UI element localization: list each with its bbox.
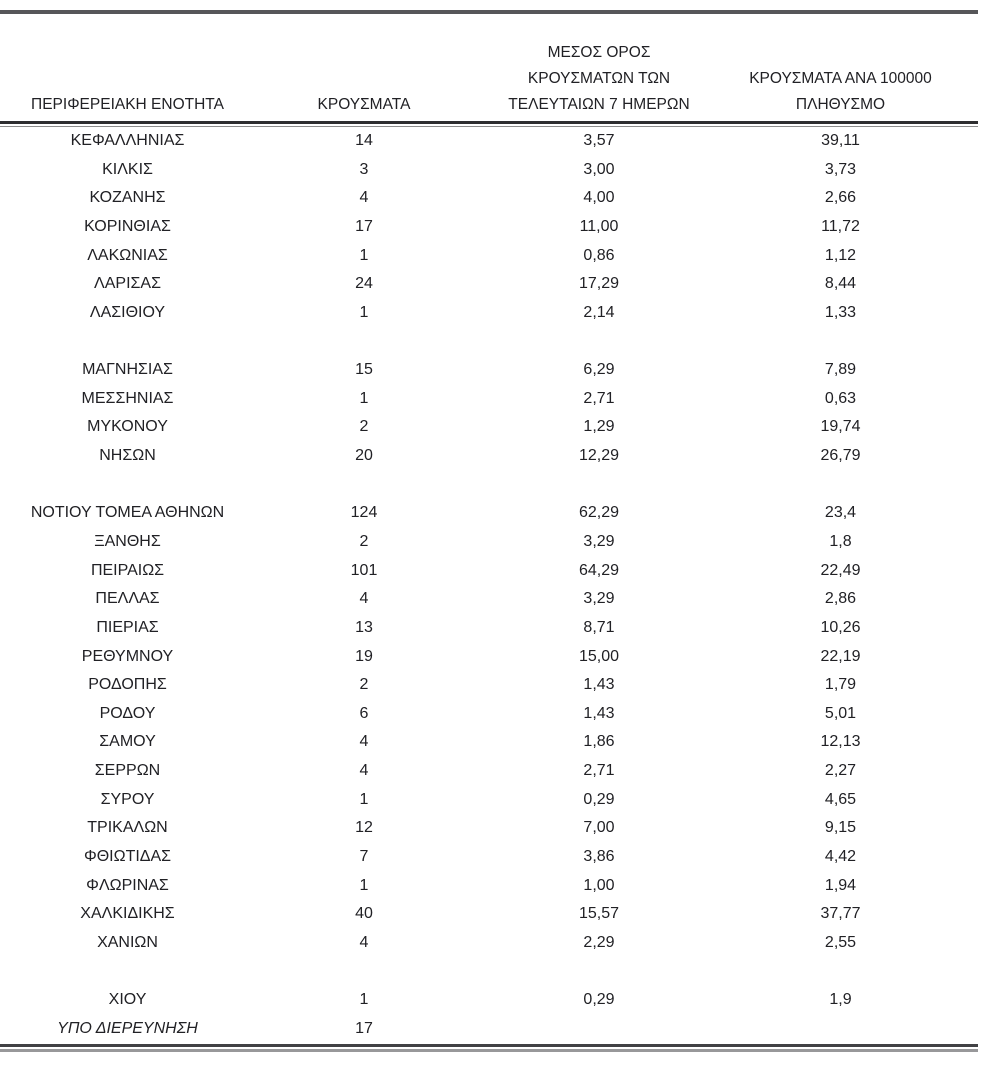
table-row	[0, 213, 978, 242]
table-row	[0, 242, 978, 271]
cell-region: ΣΕΡΡΩΝ	[94, 762, 161, 780]
bottom-rule-gray	[0, 1049, 978, 1052]
cell-avg7: 11,00	[579, 217, 619, 235]
table-row	[0, 156, 978, 185]
spacer-row	[0, 958, 978, 987]
cell-cases: 1	[359, 876, 369, 894]
cell-avg7: 6,29	[583, 361, 615, 379]
cell-region: ΧΑΛΚΙΔΙΚΗΣ	[80, 905, 175, 923]
table-row	[0, 986, 978, 1015]
cell-cases: 14	[355, 132, 373, 149]
cell-region: ΜΕΣΣΗΝΙΑΣ	[81, 389, 174, 407]
cell-avg7: 3,29	[583, 532, 615, 550]
cell-per100k: 12,13	[820, 733, 861, 751]
cell-avg7: 2,71	[583, 389, 615, 407]
column-header-per100k-line1: ΚΡΟΥΣΜΑΤΑ ΑΝΑ 100000	[749, 70, 932, 87]
column-header-avg7-line1: ΜΕΣΟΣ ΟΡΟΣ	[547, 44, 651, 61]
table-row	[0, 929, 978, 958]
table-body	[0, 127, 978, 1044]
cell-region: ΥΠΟ ΔΙΕΡΕΥΝΗΣΗ	[57, 1019, 198, 1037]
cell-region: ΜΑΓΝΗΣΙΑΣ	[82, 361, 173, 379]
cell-per100k: 5,01	[824, 704, 857, 722]
cell-region: ΚΟΡΙΝΘΙΑΣ	[84, 217, 171, 235]
cell-region: ΠΕΛΛΑΣ	[95, 590, 160, 608]
cell-per100k: 7,89	[824, 361, 857, 379]
cell-cases: 3	[359, 160, 369, 178]
cell-avg7: 3,57	[583, 132, 615, 149]
cell-per100k: 1,33	[824, 303, 857, 321]
cell-avg7: 2,29	[583, 933, 615, 951]
cell-per100k: 19,74	[820, 418, 861, 436]
table-row	[0, 643, 978, 672]
regional-cases-table	[0, 14, 978, 1052]
cell-region: ΚΙΛΚΙΣ	[102, 160, 153, 178]
cell-cases: 1	[359, 389, 369, 407]
cell-per100k: 0,63	[824, 389, 857, 407]
table-row	[0, 356, 978, 385]
cell-region: ΠΙΕΡΙΑΣ	[96, 618, 159, 636]
table-row	[0, 843, 978, 872]
table-row	[0, 442, 978, 471]
cell-cases: 1	[359, 303, 369, 321]
cell-cases: 4	[359, 590, 369, 608]
cell-region: ΤΡΙΚΑΛΩΝ	[87, 819, 168, 837]
bottom-rule	[0, 1044, 978, 1052]
cell-per100k: 22,49	[820, 561, 861, 579]
cell-region: ΧΑΝΙΩΝ	[97, 933, 158, 951]
cell-per100k: 2,55	[824, 933, 857, 951]
cell-region: ΝΗΣΩΝ	[99, 447, 156, 465]
cell-avg7: 17,29	[578, 275, 620, 293]
cell-cases: 4	[359, 733, 369, 751]
column-header-avg7	[473, 40, 725, 121]
cell-region: ΠΕΙΡΑΙΩΣ	[90, 561, 165, 579]
cell-avg7: 4,00	[583, 189, 615, 207]
cell-per100k: 4,42	[824, 848, 857, 866]
table-row	[0, 814, 978, 843]
cell-region: ΜΥΚΟΝΟΥ	[87, 418, 168, 436]
cell-avg7: 1,29	[583, 418, 615, 436]
cell-avg7: 2,14	[583, 303, 615, 321]
cell-region: ΦΘΙΩΤΙΔΑΣ	[83, 848, 172, 866]
cell-per100k: 10,26	[820, 618, 861, 636]
cell-per100k: 2,86	[824, 590, 857, 608]
cell-region: ΝΟΤΙΟΥ ΤΟΜΕΑ ΑΘΗΝΩΝ	[30, 504, 225, 522]
cell-cases: 2	[359, 418, 369, 436]
cell-region: ΣΥΡΟΥ	[100, 790, 155, 808]
cell-avg7: 1,00	[583, 876, 615, 894]
cell-avg7: 8,71	[583, 618, 615, 636]
table-row	[0, 671, 978, 700]
cell-avg7: 2,71	[583, 762, 615, 780]
cell-avg7: 15,57	[578, 905, 620, 923]
table-row	[0, 299, 978, 328]
column-header-avg7-line3: ΤΕΛΕΥΤΑΙΩΝ 7 ΗΜΕΡΩΝ	[508, 96, 690, 113]
cell-cases: 17	[355, 1019, 373, 1037]
cell-cases: 20	[355, 447, 373, 465]
table-row	[0, 557, 978, 586]
cell-cases: 2	[359, 532, 369, 550]
cell-cases: 4	[359, 762, 369, 780]
table-row	[0, 900, 978, 929]
cell-region: ΚΟΖΑΝΗΣ	[89, 189, 166, 207]
cell-avg7: 0,29	[583, 790, 615, 808]
table-row	[0, 728, 978, 757]
table-header-row	[0, 14, 978, 121]
column-header-per100k	[725, 66, 978, 121]
column-header-per100k-line2: ΠΛΗΘΥΣΜΟ	[795, 96, 886, 113]
cell-per100k: 1,79	[824, 676, 857, 694]
cell-cases: 17	[355, 217, 373, 235]
cell-avg7: 3,29	[583, 590, 615, 608]
table-row	[0, 585, 978, 614]
cell-per100k: 1,12	[824, 246, 857, 264]
cell-avg7: 3,00	[583, 160, 615, 178]
cell-region: ΞΑΝΘΗΣ	[94, 532, 161, 550]
cell-avg7: 0,29	[583, 991, 615, 1009]
cell-cases: 7	[359, 848, 369, 866]
column-header-region-label: ΠΕΡΙΦΕΡΕΙΑΚΗ ΕΝΟΤΗΤΑ	[31, 96, 224, 113]
cell-cases: 15	[355, 361, 373, 379]
cell-avg7: 3,86	[583, 848, 615, 866]
cell-cases: 4	[359, 933, 369, 951]
cell-cases: 124	[350, 504, 378, 522]
cell-region: ΛΑΣΙΘΙΟΥ	[89, 303, 166, 321]
cell-avg7: 7,00	[583, 819, 615, 837]
table-row	[0, 127, 978, 156]
cell-region: ΣΑΜΟΥ	[99, 733, 156, 751]
spacer-row	[0, 471, 978, 500]
cell-per100k: 26,79	[820, 447, 861, 465]
cell-cases: 6	[359, 704, 369, 722]
cell-cases: 13	[355, 618, 373, 636]
cell-avg7: 12,29	[578, 447, 620, 465]
table-row	[0, 184, 978, 213]
cell-per100k: 1,8	[829, 532, 852, 550]
column-header-region	[0, 92, 255, 121]
cell-avg7: 1,86	[583, 733, 615, 751]
cell-region: ΧΙΟΥ	[108, 991, 147, 1009]
table-row	[0, 385, 978, 414]
cell-cases: 24	[355, 275, 373, 293]
cell-per100k: 8,44	[824, 275, 857, 293]
cell-region: ΛΑΡΙΣΑΣ	[94, 275, 161, 293]
cell-cases: 2	[359, 676, 369, 694]
cell-per100k: 4,65	[824, 790, 857, 808]
cell-avg7: 64,29	[578, 561, 620, 579]
cell-cases: 4	[359, 189, 369, 207]
cell-per100k: 23,4	[824, 504, 857, 522]
table-row	[0, 528, 978, 557]
table-row	[0, 700, 978, 729]
table-row	[0, 499, 978, 528]
cell-per100k: 2,66	[824, 189, 857, 207]
table-row	[0, 270, 978, 299]
cell-cases: 101	[350, 561, 378, 579]
cell-cases: 1	[359, 246, 369, 264]
cell-per100k: 11,72	[821, 217, 860, 235]
cell-cases: 1	[359, 991, 369, 1009]
cell-avg7: 1,43	[583, 704, 615, 722]
cell-region: ΡΟΔΟΥ	[99, 704, 156, 722]
cell-per100k: 1,94	[824, 876, 857, 894]
cell-cases: 12	[355, 819, 373, 837]
cell-avg7: 0,86	[583, 246, 615, 264]
table-row	[0, 614, 978, 643]
cell-per100k: 2,27	[824, 762, 857, 780]
cell-per100k: 3,73	[824, 160, 857, 178]
cell-avg7: 1,43	[583, 676, 615, 694]
cell-cases: 40	[355, 905, 373, 923]
cell-cases: 19	[355, 647, 373, 665]
table-row	[0, 786, 978, 815]
spacer-row	[0, 327, 978, 356]
cell-cases: 1	[359, 790, 369, 808]
cell-region: ΚΕΦΑΛΛΗΝΙΑΣ	[70, 132, 185, 149]
cell-per100k: 9,15	[824, 819, 857, 837]
cell-per100k: 1,9	[829, 991, 852, 1009]
column-header-avg7-line2: ΚΡΟΥΣΜΑΤΩΝ ΤΩΝ	[527, 70, 671, 87]
cell-per100k: 39,11	[821, 132, 860, 149]
cell-per100k: 37,77	[820, 905, 861, 923]
cell-region: ΡΟΔΟΠΗΣ	[88, 676, 167, 694]
cell-per100k: 22,19	[820, 647, 861, 665]
table-row	[0, 1015, 978, 1044]
table-row	[0, 872, 978, 901]
cell-region: ΦΛΩΡΙΝΑΣ	[86, 876, 169, 894]
cell-avg7: 62,29	[578, 504, 620, 522]
column-header-cases	[255, 92, 473, 121]
table-row	[0, 413, 978, 442]
cell-region: ΡΕΘΥΜΝΟΥ	[81, 647, 174, 665]
column-header-cases-label: ΚΡΟΥΣΜΑΤΑ	[317, 96, 411, 113]
cell-avg7: 15,00	[578, 647, 620, 665]
cell-region: ΛΑΚΩΝΙΑΣ	[87, 246, 168, 264]
table-row	[0, 757, 978, 786]
